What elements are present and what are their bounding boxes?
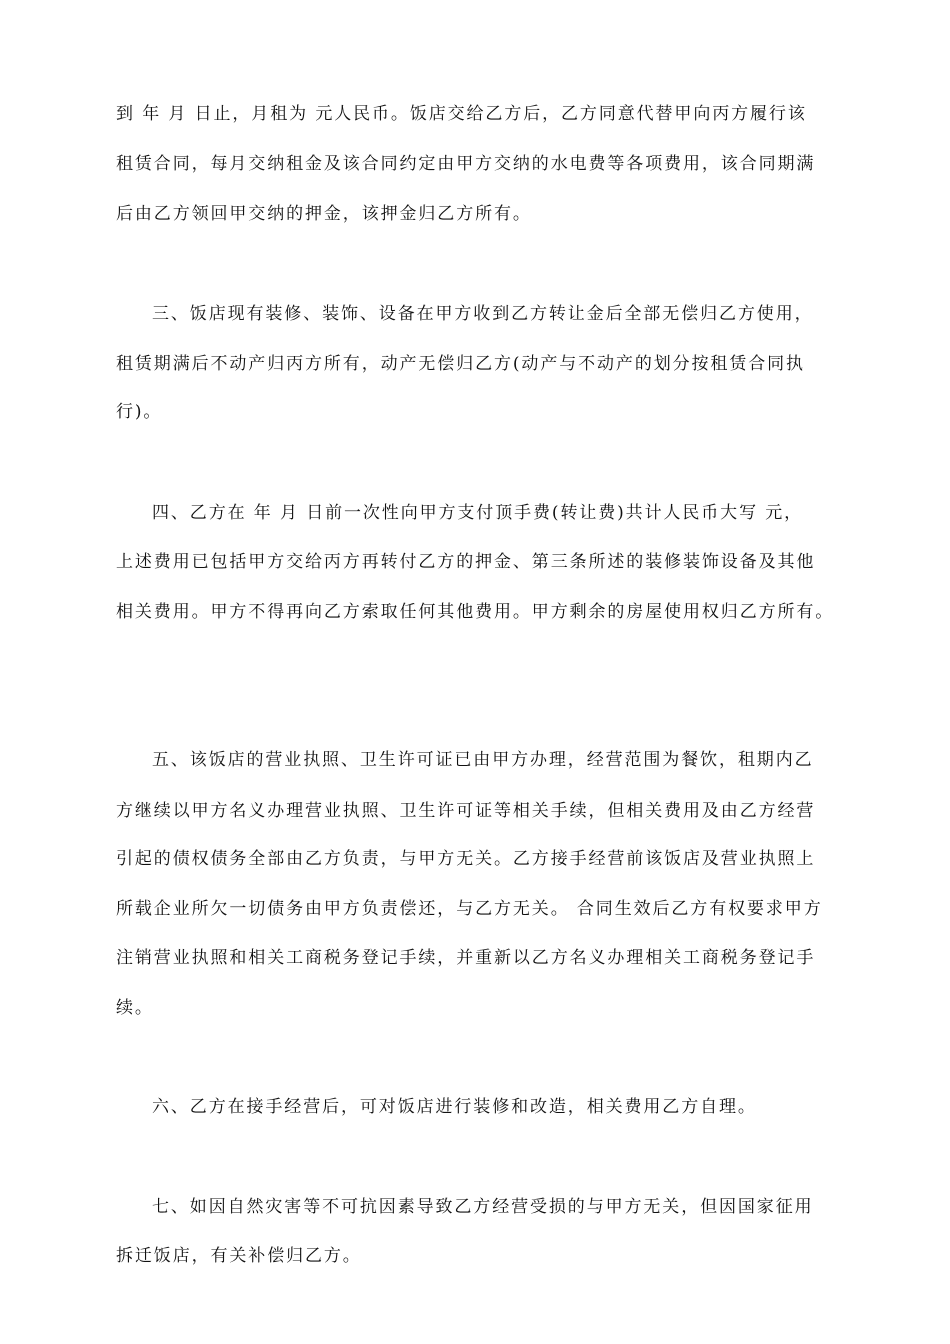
- paragraph-line: 行)。: [116, 402, 163, 422]
- paragraph-line: 租赁合同，每月交纳租金及该合同约定由甲方交纳的水电费等各项费用，该合同期满: [116, 154, 816, 174]
- paragraph-line: 拆迁饭店，有关补偿归乙方。: [116, 1246, 362, 1266]
- paragraph-line: 引起的债权债务全部由乙方负责，与甲方无关。乙方接手经营前该饭店及营业执照上: [116, 849, 816, 869]
- paragraph-line: 方继续以甲方名义办理营业执照、卫生许可证等相关手续，但相关费用及由乙方经营: [116, 801, 816, 821]
- paragraph-line: 五、该饭店的营业执照、卫生许可证已由甲方办理，经营范围为餐饮，租期内乙: [152, 750, 814, 770]
- paragraph-line: 上述费用已包括甲方交给丙方再转付乙方的押金、第三条所述的装修装饰设备及其他: [116, 552, 816, 572]
- paragraph-line: 租赁期满后不动产归丙方所有，动产无偿归乙方(动产与不动产的划分按租赁合同执: [116, 354, 805, 374]
- paragraph-line: 到 年 月 日止，月租为 元人民币。饭店交给乙方后，乙方同意代替甲向丙方履行该: [116, 104, 807, 124]
- paragraph-line: 所载企业所欠一切债务由甲方负责偿还，与乙方无关。 合同生效后乙方有权要求甲方: [116, 899, 823, 919]
- paragraph-line: 后由乙方领回甲交纳的押金，该押金归乙方所有。: [116, 204, 532, 224]
- paragraph-line: 续。: [116, 998, 154, 1018]
- paragraph-line: 四、乙方在 年 月 日前一次性向甲方支付顶手费(转让费)共计人民币大写 元，: [152, 503, 804, 523]
- paragraph-line: 相关费用。甲方不得再向乙方索取任何其他费用。甲方剩余的房屋使用权归乙方所有。: [116, 602, 835, 622]
- paragraph-line: 六、乙方在接手经营后，可对饭店进行装修和改造，相关费用乙方自理。: [152, 1097, 757, 1117]
- paragraph-line: 注销营业执照和相关工商税务登记手续，并重新以乙方名义办理相关工商税务登记手: [116, 948, 816, 968]
- paragraph-line: 七、如因自然灾害等不可抗因素导致乙方经营受损的与甲方无关，但因国家征用: [152, 1197, 814, 1217]
- paragraph-line: 三、饭店现有装修、装饰、设备在甲方收到乙方转让金后全部无偿归乙方使用，: [152, 304, 814, 324]
